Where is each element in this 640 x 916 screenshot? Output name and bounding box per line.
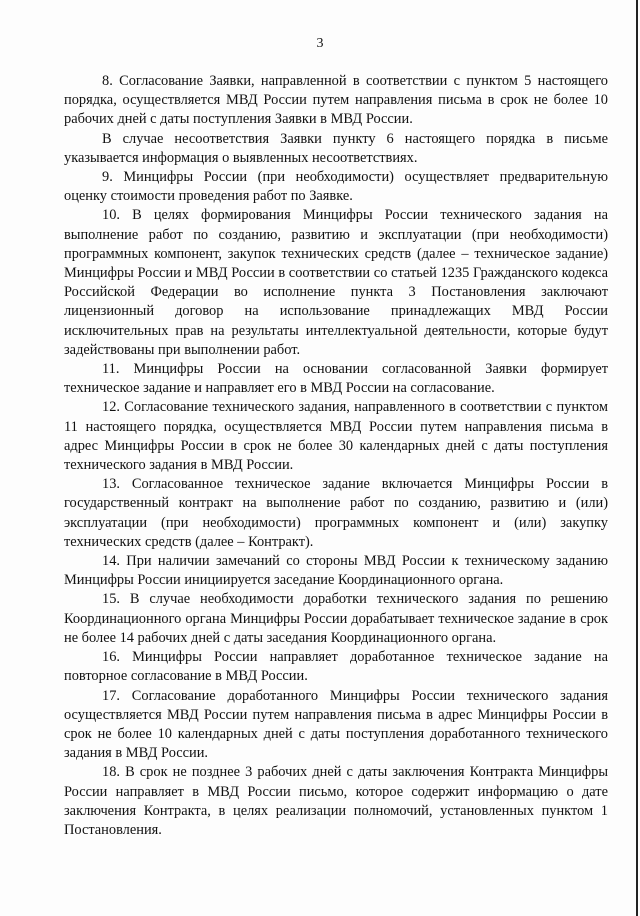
paragraph-8-note: В случае несоответствия Заявки пункту 6 настоящего порядка в письме указывается информация о выявленных несоответствиях. — [64, 130, 608, 166]
paragraph-8: 8. Согласование Заявки, направленной в соответствии с пунктом 5 настоящего порядка, осуществляется МВД России путем направления письма в срок не более 10 рабочих дней с даты поступления Заявки в МВД России. — [64, 73, 608, 128]
paragraph-15: 15. В случае необходимости доработки технического задания по решению Координационного органа Минцифры России дорабатывает техническое задание в срок не более 14 рабочих дней с даты заседания Координационного органа. — [64, 591, 608, 646]
paragraph-9: 9. Минцифры России (при необходимости) осуществляет предварительную оценку стоимости проведения работ по Заявке. — [64, 169, 608, 205]
paragraph-14: 14. При наличии замечаний со стороны МВД России к техническому заданию Минцифры России инициируется заседание Координационного органа. — [64, 553, 608, 589]
paragraph-11: 11. Минцифры России на основании согласованной Заявки формирует техническое задание и направляет его в МВД России на согласование. — [64, 361, 608, 397]
paragraph-16: 16. Минцифры России направляет доработанное техническое задание на повторное согласование в МВД России. — [64, 649, 608, 685]
page-number: 3 — [316, 36, 324, 51]
document-body — [64, 72, 608, 840]
paragraph-13: 13. Согласованное техническое задание включается Минцифры России в государственный контракт на выполнение работ по созданию, развитию и (или) эксплуатации (при необходимости) программных компонент и (или) закупку технических средств (далее – Контракт). — [64, 476, 608, 550]
paragraph-18: 18. В срок не позднее 3 рабочих дней с даты заключения Контракта Минцифры России направляет в МВД России письмо, которое содержит информацию о дате заключения Контракта, в целях реализации полномочий, установленных пунктом 1 Постановления. — [64, 764, 608, 838]
paragraph-12: 12. Согласование технического задания, направленного в соответствии с пунктом 11 настоящего порядка, осуществляется МВД России путем направления письма в адрес Минцифры России в срок не более 30 календарных дней с даты поступления технического задания в МВД России. — [64, 399, 608, 474]
paragraph-17: 17. Согласование доработанного Минцифры России технического задания осуществляется МВД России путем направления письма в адрес Минцифры России в срок не более 10 календарных дней с даты поступления доработанного технического задания в МВД России. — [64, 687, 608, 762]
scan-edge-line — [636, 0, 638, 916]
paragraph-10: 10. В целях формирования Минцифры России технического задания на выполнение работ по созданию, развитию и эксплуатации (при необходимости) программных компонент, закупок технических средств (далее – техническое задание) Минцифры России и МВД России в соответствии со статьей 1235 Гражданского кодекса Российской Федерации во исполнение пункта 3 Постановления заключают лицензионный договор на использование принадлежащих МВД России исключительных прав на результаты интеллектуальной деятельности, которые будут задействованы при выполнении работ. — [64, 207, 608, 358]
